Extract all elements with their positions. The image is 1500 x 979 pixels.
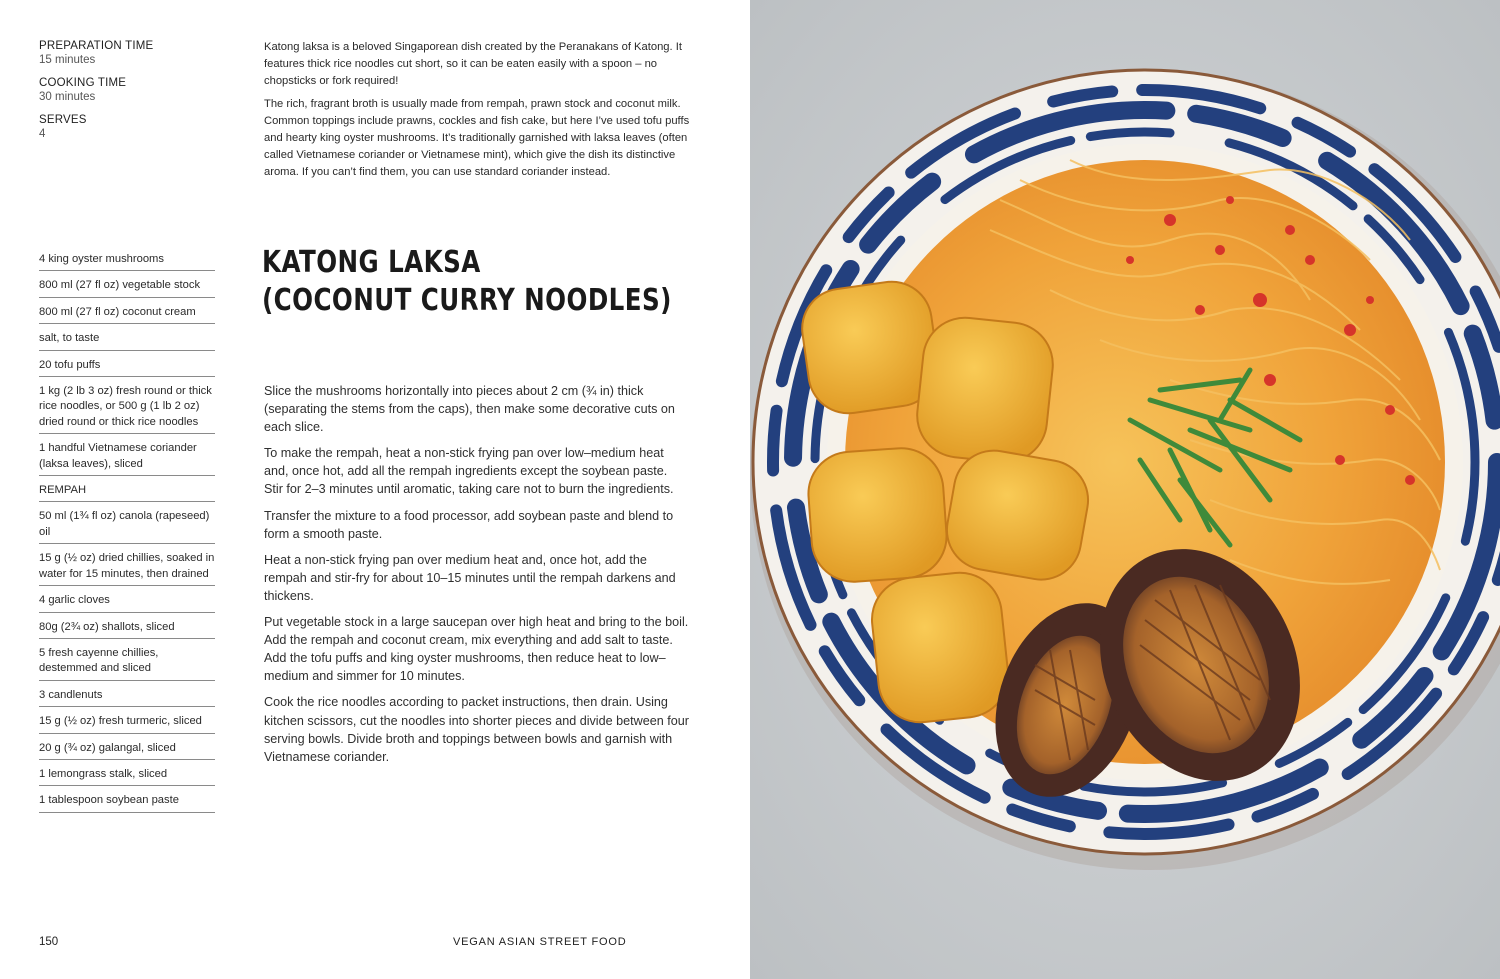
ingredient-item: 15 g (½ oz) dried chillies, soaked in water for 15 minutes, then drained [39, 549, 215, 586]
meta-label: COOKING TIME [39, 77, 127, 89]
ingredient-item: 5 fresh cayenne chillies, destemmed and sliced [39, 644, 215, 681]
meta-value: 15 minutes [39, 54, 96, 66]
intro-paragraph: The rich, fragrant broth is usually made from rempah, prawn stock and coconut milk. Common toppings include prawns, cockles and fish cake, but here I’ve used tofu puffs and hearty king oyster mushrooms. It’s traditionally garnished with laksa leaves (often called Vietnamese coriander or Vietnamese mint), which give the dish its distinctive aroma. If you can’t find them, you can use standard coriander instead. [264, 98, 690, 178]
ingredient-item: 1 handful Vietnamese coriander (laksa leaves), sliced [39, 439, 215, 476]
ingredient-item: 20 tofu puffs [39, 356, 215, 377]
method-step: To make the rempah, heat a non-stick frying pan over low–medium heat and, once hot, add all the rempah ingredients except the soybean paste. Stir for 2–3 minutes until aromatic, taking care not to burn the ingredients. [264, 446, 674, 497]
method-step: Transfer the mixture to a food processor, add soybean paste and blend to form a smooth paste. [264, 508, 674, 541]
ingredient-item: 1 tablespoon soybean paste [39, 791, 215, 812]
recipe-title-line: KATONG LAKSA [262, 245, 481, 280]
meta-value: 30 minutes [39, 91, 96, 103]
recipe-meta [39, 39, 239, 150]
recipe-intro [264, 39, 694, 187]
laksa-bowl-illustration [750, 0, 1500, 979]
ingredient-item: 4 garlic cloves [39, 591, 215, 612]
intro-paragraph: Katong laksa is a beloved Singaporean dish created by the Peranakans of Katong. It features thick rice noodles cut short, so it can be eaten easily with a spoon – no chopsticks or fork required! [264, 41, 682, 87]
meta-label: SERVES [39, 114, 87, 126]
ingredient-item: 800 ml (27 fl oz) vegetable stock [39, 276, 215, 297]
ingredient-item: 20 g (¾ oz) galangal, sliced [39, 739, 215, 760]
ingredient-item: 4 king oyster mushrooms [39, 250, 215, 271]
recipe-title-line: (COCONUT CURRY NOODLES) [262, 283, 672, 318]
ingredient-item: salt, to taste [39, 329, 215, 350]
ingredient-item: 800 ml (27 fl oz) coconut cream [39, 303, 215, 324]
ingredient-list [39, 250, 215, 818]
meta-label: PREPARATION TIME [39, 40, 154, 52]
ingredient-item: 80g (2¾ oz) shallots, sliced [39, 618, 215, 639]
meta-serves [39, 113, 239, 141]
page-number: 150 [39, 936, 59, 948]
meta-prep-time [39, 39, 239, 67]
ingredient-item: 50 ml (1¾ fl oz) canola (rapeseed) oil [39, 507, 215, 544]
method-steps [264, 382, 689, 774]
ingredient-item: 3 candlenuts [39, 686, 215, 707]
meta-cook-time [39, 76, 239, 104]
ingredient-subheading: REMPAH [39, 481, 215, 502]
ingredient-item: 15 g (½ oz) fresh turmeric, sliced [39, 712, 215, 733]
method-step: Heat a non-stick frying pan over medium heat and, once hot, add the rempah and stir-fry for about 10–15 minutes until the rempah darkens and thickens. [264, 552, 676, 603]
laksa-photo [750, 0, 1500, 979]
method-step: Slice the mushrooms horizontally into pieces about 2 cm (¾ in) thick (separating the stems from the caps), then make some decorative cuts on each slice. [264, 384, 675, 435]
method-step: Put vegetable stock in a large saucepan over high heat and bring to the boil. Add the rempah and coconut cream, mix everything and add salt to taste. Add the tofu puffs and king oyster mushrooms, then reduce heat to low–medium and simmer for 10 minutes. [264, 615, 689, 684]
meta-value: 4 [39, 128, 46, 140]
method-step: Cook the rice noodles according to packet instructions, then drain. Using kitchen scissors, cut the noodles into shorter pieces and divide between four serving bowls. Divide broth and toppings between bowls and garnish with Vietnamese coriander. [264, 695, 689, 764]
running-head: VEGAN ASIAN STREET FOOD [453, 936, 627, 948]
ingredient-item: 1 lemongrass stalk, sliced [39, 765, 215, 786]
recipe-title [262, 244, 672, 320]
ingredient-item: 1 kg (2 lb 3 oz) fresh round or thick rice noodles, or 500 g (1 lb 2 oz) dried round or thick rice noodles [39, 382, 215, 434]
